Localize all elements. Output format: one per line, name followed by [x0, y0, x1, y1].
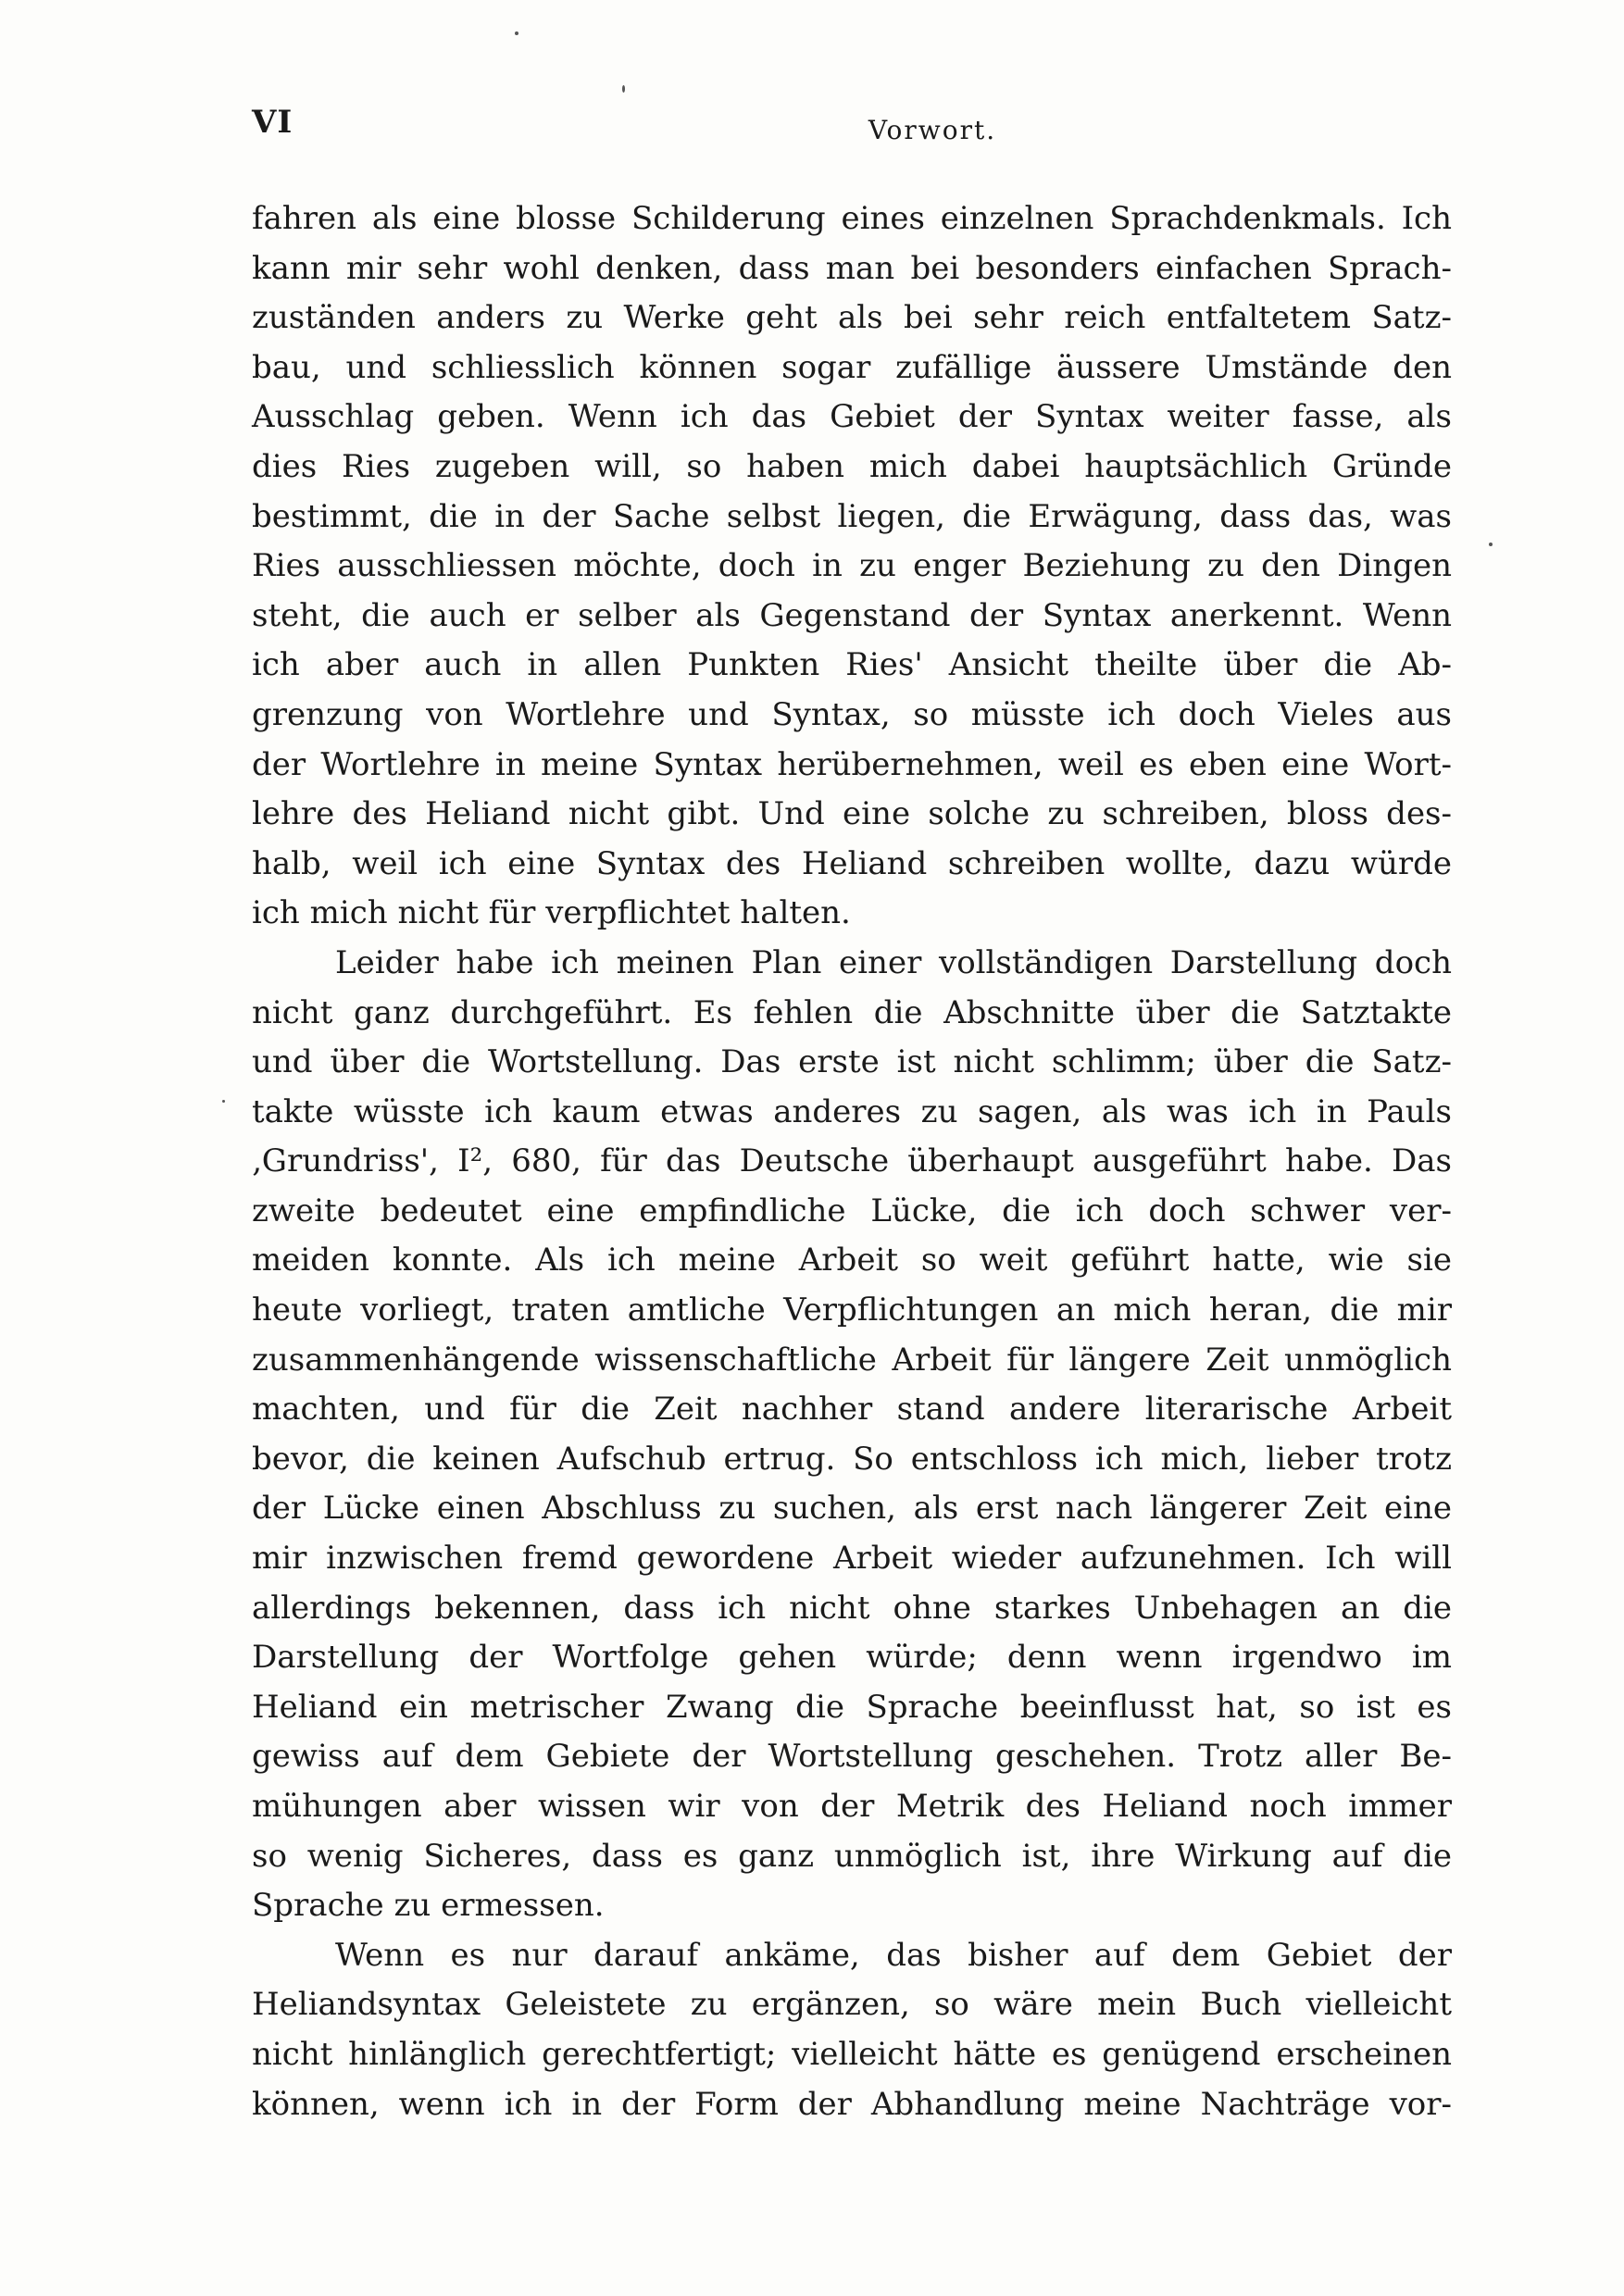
text-line: nicht ganz durchgeführt. Es fehlen die Abschnitte über die Satztakte — [252, 993, 1452, 1031]
print-speck — [222, 1100, 225, 1103]
text-line: kann mir sehr wohl denken, dass man bei besonders einfachen Sprach- — [252, 249, 1452, 287]
text-line: machten, und für die Zeit nachher stand andere literarische Arbeit — [252, 1391, 1452, 1429]
text-line: grenzung von Wortlehre und Syntax, so müsste ich doch Vieles aus — [252, 695, 1452, 733]
print-speck — [515, 31, 518, 35]
text-line: heute vorliegt, traten amtliche Verpflichtungen an mich heran, die mir — [252, 1292, 1452, 1329]
text-line: halb, weil ich eine Syntax des Heliand schreiben wollte, dazu würde — [252, 844, 1452, 882]
text-line: lehre des Heliand nicht gibt. Und eine solche zu schreiben, bloss des- — [252, 795, 1452, 833]
text-line: ‚Grundriss', I², 680, für das Deutsche überhaupt ausgeführt habe. Das — [252, 1142, 1452, 1180]
text-line: bevor, die keinen Aufschub ertrug. So entschloss ich mich, lieber trotz — [252, 1440, 1452, 1478]
text-line: bau, und schliesslich können sogar zufällige äussere Umstände den — [252, 348, 1452, 386]
text-line: meiden konnte. Als ich meine Arbeit so weit geführt hatte, wie sie — [252, 1242, 1452, 1279]
running-title: Vorwort. — [868, 115, 997, 145]
paragraph — [252, 194, 1452, 939]
text-line: fahren als eine blosse Schilderung eines einzelnen Sprachdenkmals. Ich — [252, 200, 1452, 237]
text-line: nicht hinlänglich gerechtfertigt; vielleicht hätte es genügend erscheinen — [252, 2035, 1452, 2073]
text-line: zweite bedeutet eine empfindliche Lücke, die ich doch schwer ver- — [252, 1192, 1452, 1229]
text-line: steht, die auch er selber als Gegenstand der Syntax anerkennt. Wenn — [252, 596, 1452, 634]
text-line: Wenn es nur darauf ankäme, das bisher auf dem Gebiet der — [335, 1936, 1452, 1974]
text-line: gewiss auf dem Gebiete der Wortstellung geschehen. Trotz aller Be- — [252, 1738, 1452, 1776]
text-line: allerdings bekennen, dass ich nicht ohne starkes Unbehagen an die — [252, 1589, 1452, 1627]
print-speck — [622, 85, 625, 93]
text-line: der Lücke einen Abschluss zu suchen, als erst nach längerer Zeit eine — [252, 1490, 1452, 1528]
text-line: bestimmt, die in der Sache selbst liegen, die Erwägung, dass das, was — [252, 497, 1452, 535]
text-line: ich aber auch in allen Punkten Ries' Ansicht theilte über die Ab- — [252, 646, 1452, 684]
print-speck — [1489, 543, 1493, 546]
text-line: der Wortlehre in meine Syntax herübernehmen, weil es eben eine Wort- — [252, 745, 1452, 783]
body-text — [252, 194, 1452, 2129]
paragraph — [252, 939, 1452, 1931]
text-line: Leider habe ich meinen Plan einer vollständigen Darstellung doch — [335, 943, 1452, 981]
text-line: zusammenhängende wissenschaftliche Arbeit für längere Zeit unmöglich — [252, 1341, 1452, 1379]
text-line: ich mich nicht für verpflichtet halten. — [252, 894, 851, 932]
text-line: mühungen aber wissen wir von der Metrik des Heliand noch immer — [252, 1788, 1452, 1825]
text-line: takte wüsste ich kaum etwas anderes zu sagen, als was ich in Pauls — [252, 1092, 1452, 1130]
text-line: so wenig Sicheres, dass es ganz unmöglich ist, ihre Wirkung auf die — [252, 1837, 1452, 1875]
page-header — [252, 104, 1455, 159]
text-line: Sprache zu ermessen. — [252, 1887, 605, 1925]
text-line: Ausschlag geben. Wenn ich das Gebiet der Syntax weiter fasse, als — [252, 398, 1452, 436]
page-number: VI — [252, 104, 294, 141]
text-line: Heliand ein metrischer Zwang die Sprache beeinflusst hat, so ist es — [252, 1688, 1452, 1726]
text-line: Ries ausschliessen möchte, doch in zu enger Beziehung zu den Dingen — [252, 547, 1452, 585]
text-line: können, wenn ich in der Form der Abhandlung meine Nachträge vor- — [252, 2085, 1452, 2123]
text-line: dies Ries zugeben will, so haben mich dabei hauptsächlich Gründe — [252, 447, 1452, 485]
paragraph — [252, 1931, 1452, 2129]
text-line: zuständen anders zu Werke geht als bei sehr reich entfaltetem Satz- — [252, 299, 1452, 337]
text-line: mir inzwischen fremd gewordene Arbeit wieder aufzunehmen. Ich will — [252, 1540, 1452, 1578]
text-line: Darstellung der Wortfolge gehen würde; denn wenn irgendwo im — [252, 1639, 1452, 1677]
text-line: und über die Wortstellung. Das erste ist nicht schlimm; über die Satz- — [252, 1043, 1452, 1081]
text-line: Heliandsyntax Geleistete zu ergänzen, so wäre mein Buch vielleicht — [252, 1986, 1452, 2024]
